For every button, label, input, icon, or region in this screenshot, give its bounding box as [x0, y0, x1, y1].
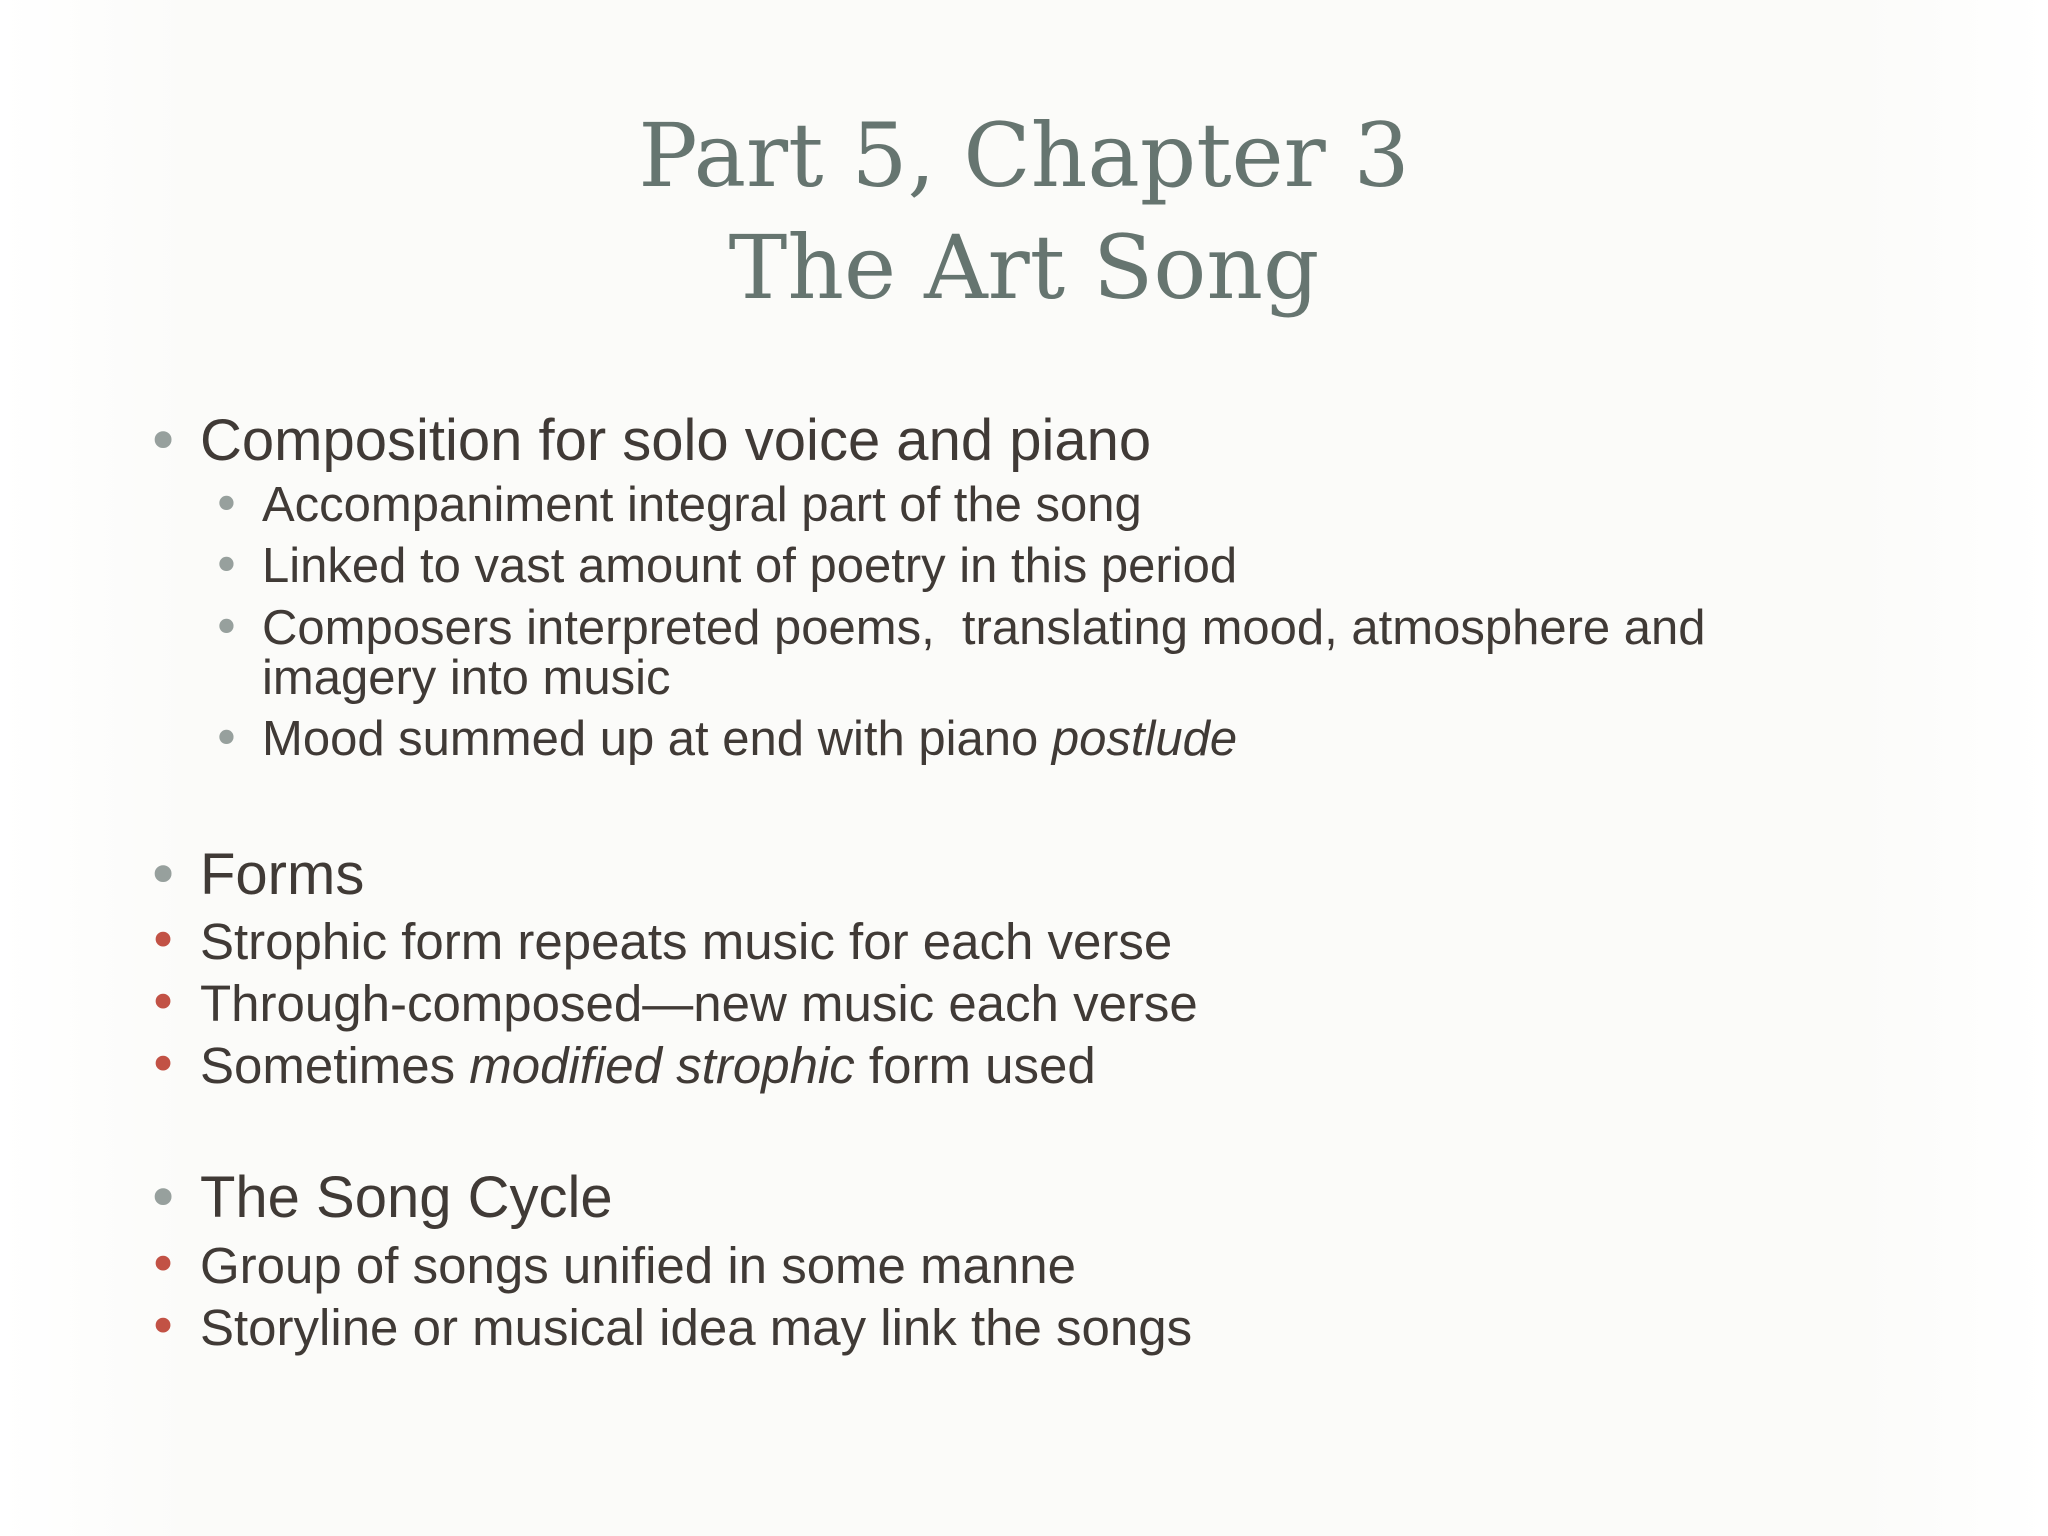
title-line-1: Part 5, Chapter 3 — [638, 104, 1410, 207]
sub-bullet-composers-cont: imagery into music — [262, 651, 671, 705]
bullet-icon: • — [148, 912, 179, 971]
bullet-modified-strophic — [200, 1036, 1096, 1096]
bullet-song-cycle: The Song Cycle — [200, 1165, 613, 1230]
bullet-composition: Composition for solo voice and piano — [200, 408, 1152, 473]
bullet-icon: • — [146, 841, 181, 909]
title-line-2: The Art Song — [728, 216, 1320, 319]
sub-bullet-mood — [262, 714, 1237, 764]
slide-title — [0, 100, 2048, 324]
bullet-forms: Forms — [200, 842, 365, 907]
form-used-text: form used — [854, 1037, 1096, 1094]
sub-bullet-accompaniment: Accompaniment integral part of the song — [262, 478, 1142, 532]
sub-bullet-poetry: Linked to vast amount of poetry in this period — [262, 539, 1238, 593]
bullet-through-composed: Through-composed—new music each verse — [200, 975, 1198, 1032]
bullet-icon: • — [212, 537, 241, 594]
bullet-icon: • — [212, 710, 241, 767]
bullet-icon: • — [146, 1164, 181, 1232]
modified-strophic-italic: modified strophic — [469, 1037, 855, 1094]
bullet-icon: • — [148, 1036, 179, 1095]
bullet-storyline: Storyline or musical idea may link the songs — [200, 1299, 1193, 1356]
bullet-icon: • — [148, 1298, 179, 1357]
bullet-icon: • — [212, 476, 241, 533]
bullet-icon: • — [212, 599, 241, 656]
bullet-icon: • — [146, 407, 181, 475]
bullet-icon: • — [148, 1236, 179, 1295]
sometimes-text: Sometimes — [200, 1037, 470, 1094]
bullet-group-of-songs: Group of songs unified in some manne — [200, 1237, 1077, 1294]
bullet-icon: • — [148, 974, 179, 1033]
sub-bullet-composers: Composers interpreted poems, translating mood, atmosphere and — [262, 601, 1706, 655]
bullet-strophic: Strophic form repeats music for each verse — [200, 913, 1173, 970]
mood-text: Mood summed up at end with piano — [262, 712, 1052, 766]
mood-italic: postlude — [1051, 712, 1238, 766]
